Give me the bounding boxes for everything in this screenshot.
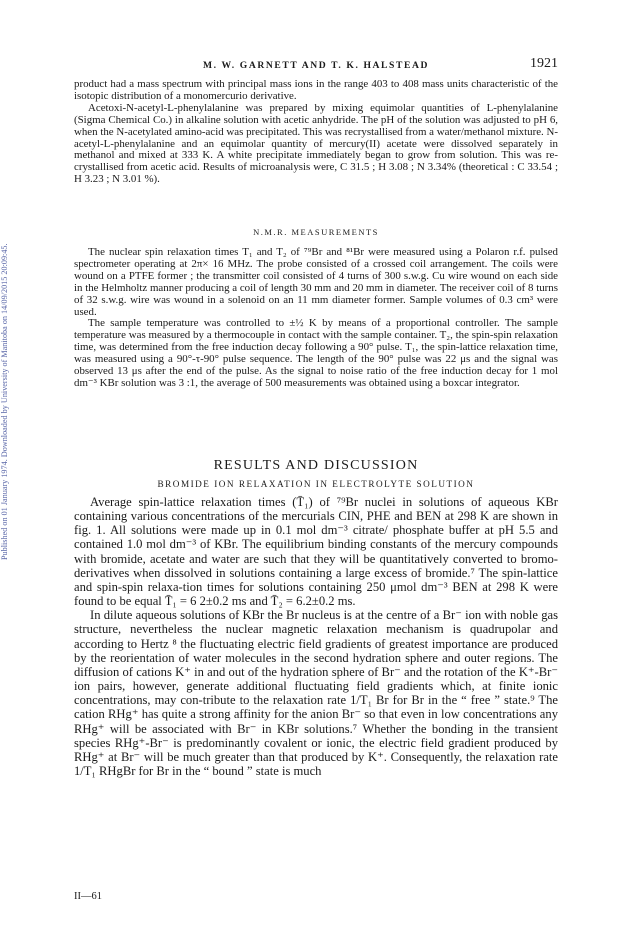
- download-watermark-text: Published on 01 January 1974. Downloaded by University of Manitoba on 14/09/2015 20:09:45.: [0, 243, 9, 560]
- download-watermark: [0, 150, 12, 570]
- page-number: 1921: [530, 56, 558, 71]
- signature-mark: II—61: [74, 891, 102, 902]
- results-heading-block: [74, 458, 558, 474]
- subsection-heading: BROMIDE ION RELAXATION IN ELECTROLYTE SOLUTION: [157, 479, 475, 489]
- nmr-heading-block: [74, 227, 558, 237]
- paragraph: product had a mass spectrum with principal mass ions in the range 403 to 408 mass units characteristic of the isotopic distribution of a monomercurio derivative.: [74, 78, 558, 102]
- paragraph: The nuclear spin relaxation times T₁ and T₂ of ⁷⁹Br and ⁸¹Br were measured using a Polaron r.f. pulsed spectrometer operating at 2π× 16 MHz. The probe consisted of a crossed coil arrangement. The coils were wound on a PTFE former ; the transmitter coil consisted of 4 turns of 300 s.w.g. Cu wire wound on each side in the Helmholtz manner producing a coil of length 30 mm and 20 mm in diameter. The receiver coil of 8 turns of 32 s.w.g. wire was wound in a solenoid on an 11 mm diameter former. Sample volumes of 0.3 cm³ were used.: [74, 246, 558, 318]
- intro-block: [74, 79, 558, 186]
- paragraph: The sample temperature was controlled to ±½ K by means of a proportional controller. The sample temperature was measured by a thermocouple in contact with the sample container. T₂, the spin-spin relaxation time, was determined from the free induction decay following a 90° pulse. T₁, the spin-lattice relaxation time, was measured using a 90°-τ-90° pulse sequence. The length of the 90° pulse was 22 μs and the signal was observed 13 μs after the end of the pulse. As the signal to noise ratio of the free induction decay for 1 mol dm⁻³ KBr solution was 3 :1, the average of 500 measurements was obtained using a boxcar integrator.: [74, 317, 558, 389]
- bromide-heading-block: [74, 479, 558, 489]
- paragraph: Average spin-lattice relaxation times (T̄₁) of ⁷⁹Br nuclei in solutions of aqueous KBr containing various concentrations of the mercurials CIN, PHE and BEN at 298 K are shown in fig. 1. All solutions were made up in 0.1 mol dm⁻³ citrate/ phosphate buffer at pH 5.5 and contained 1.0 mol dm⁻³ of KBr. The equilibrium binding constants of the mercury compounds with bromide, acetate and water are such that they will be quantitatively converted to bromo-derivatives when dissolved in solutions containing a large excess of bromide.⁷ The spin-lattice and spin-spin relaxa-tion times for solutions containing 250 μmol dm⁻³ BEN at 298 K were found to be equal T̄₁ = 6 2±0.2 ms and T̄₂ = 6.2±0.2 ms.: [74, 495, 558, 609]
- running-header: [74, 56, 558, 76]
- nmr-block: [74, 247, 558, 390]
- section-heading: RESULTS AND DISCUSSION: [213, 458, 419, 473]
- paragraph: In dilute aqueous solutions of KBr the Br nucleus is at the centre of a Br⁻ ion with noble gas structure, nevertheless the nuclear magnetic relaxation mechanism is quadrupolar and according to Hertz ⁸ the fluctuating electric field gradients of greatest importance are produced by the reorientation of water molecules in the second hydration sphere and outer regions. The diffusion of cations K⁺ in and out of the hydration sphere of Br⁻ and the rotation of the K⁺-Br⁻ ion pairs, however, generate additional fluctuating field gradients which, at finite ionic concentrations, may con-tribute to the relaxation rate 1/T₁ Br for Br in the “ free ” state.⁹ The cation RHg⁺ has quite a strong affinity for the anion Br⁻ so that even in low concentrations any RHg⁺ will be associated with Br⁻ in KBr solutions.⁷ Whether the bonding in the transient species RHg⁺-Br⁻ is predominantly covalent or ionic, the electric field gradient produced by RHg⁺ at Br⁻ will be much greater than that produced by K⁺. Consequently, the relaxation rate 1/T₁ RHgBr for Br in the “ bound ” state is much: [74, 608, 558, 778]
- paragraph: Acetoxi-N-acetyl-L-phenylalanine was prepared by mixing equimolar quantities of L-phenylalanine (Sigma Chemical Co.) in alkaline solution with acetic anhydride. The pH of the solution was adjusted to pH 6, when the N-acetylated amino-acid was precipitated. This was recrystallised from a water/methanol mixture. N-acetyl-L-phenylalanine and an equimolar quantity of mercury(II) acetate were dissolved separately in methanol and mixed at 333 K. A white precipitate immediately began to grow from solution. This was re-crystallised from acetic acid. Results of microanalysis were, C 31.5 ; H 3.08 ; N 3.34% (theoretical : C 33.54 ; H 3.23 ; N 3.01 %).: [74, 101, 558, 186]
- section-heading: N.M.R. MEASUREMENTS: [253, 227, 379, 237]
- running-header-authors: M. W. GARNETT AND T. K. HALSTEAD: [202, 60, 430, 71]
- results-block: [74, 495, 558, 778]
